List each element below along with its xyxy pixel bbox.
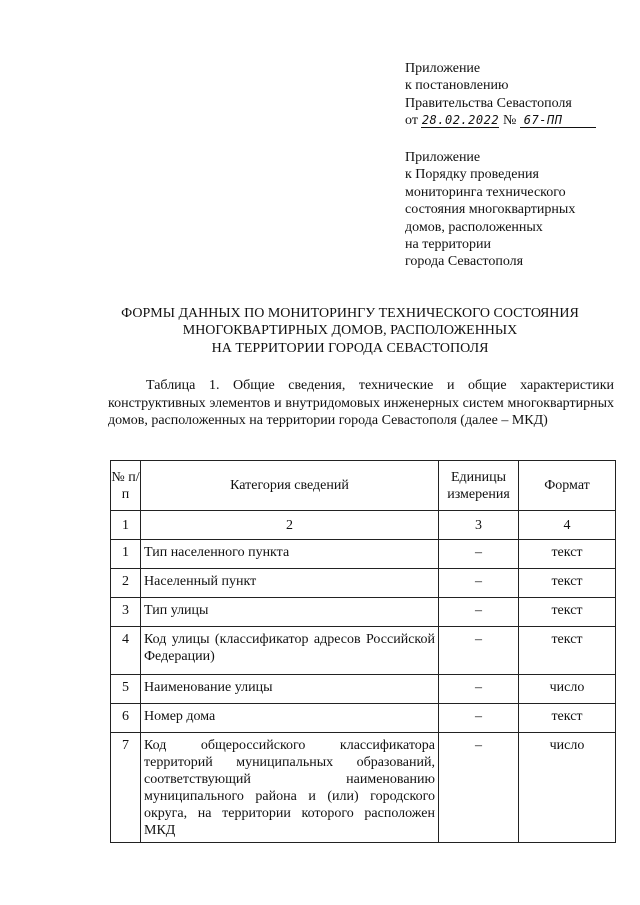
row-category: Номер дома [141, 704, 439, 733]
row-category: Населенный пункт [141, 569, 439, 598]
table-header-row [111, 461, 616, 511]
page-title [80, 305, 620, 357]
row-unit: – [439, 598, 519, 627]
annex-line: мониторинга технического [405, 184, 566, 200]
annex-line: к постановлению [405, 78, 509, 94]
row-unit: – [439, 733, 519, 843]
row-unit: – [439, 540, 519, 569]
row-format: текст [519, 598, 616, 627]
annex-line: к Порядку проведения [405, 167, 539, 183]
index-cell: 2 [141, 511, 439, 540]
table-row [111, 598, 616, 627]
table-row [111, 540, 616, 569]
index-cell: 4 [519, 511, 616, 540]
row-number: 6 [111, 704, 141, 733]
header-cell: Формат [519, 461, 616, 511]
annex-line: города Севастополя [405, 254, 524, 270]
row-unit: – [439, 627, 519, 675]
annex-line: домов, расположенных [405, 219, 543, 235]
row-format: текст [519, 569, 616, 598]
row-number: 4 [111, 627, 141, 675]
table-row [111, 627, 616, 675]
number-prefix: № [502, 113, 517, 129]
row-format: число [519, 733, 616, 843]
annex-date-line [405, 112, 596, 129]
data-table [110, 460, 616, 843]
title-line: МНОГОКВАРТИРНЫХ ДОМОВ, РАСПОЛОЖЕННЫХ [182, 323, 518, 339]
row-category: Код улицы (классификатор адресов Российской Федерации) [141, 627, 439, 675]
annex-resolution [405, 60, 596, 130]
row-category: Тип населенного пункта [141, 540, 439, 569]
title-line: ФОРМЫ ДАННЫХ ПО МОНИТОРИНГУ ТЕХНИЧЕСКОГО СОСТОЯНИЯ [121, 306, 579, 321]
row-format: текст [519, 627, 616, 675]
row-number: 5 [111, 675, 141, 704]
row-format: текст [519, 540, 616, 569]
row-category: Код общероссийского классификатора территорий муниципальных образований, соответствующий наименованию муниципального района и (или) городского округа, на территории которого расположен МКД [141, 733, 439, 843]
annex-line: Приложение [405, 150, 481, 165]
header-cell: Категория сведений [141, 461, 439, 511]
row-format: текст [519, 704, 616, 733]
header-cell: Единицы измерения [439, 461, 519, 511]
date-value: 28.02.2022 [421, 113, 500, 128]
row-format: число [519, 675, 616, 704]
row-category: Наименование улицы [141, 675, 439, 704]
annex-line: на территории [405, 237, 491, 253]
title-line: НА ТЕРРИТОРИИ ГОРОДА СЕВАСТОПОЛЯ [211, 340, 489, 356]
table-index-row [111, 511, 616, 540]
row-number: 3 [111, 598, 141, 627]
table-row [111, 733, 616, 843]
table-row [111, 569, 616, 598]
table-row [111, 675, 616, 704]
row-number: 2 [111, 569, 141, 598]
row-number: 7 [111, 733, 141, 843]
date-prefix: от [405, 113, 418, 129]
annex-procedure [405, 149, 575, 271]
table-caption: Таблица 1. Общие сведения, технические и общие характеристики конструктивных элементов и внутридомовых инженерных систем многоквартирных домов, расположенных на территории города Севастополя (далее – МКД) [108, 378, 614, 429]
table-row [111, 704, 616, 733]
row-unit: – [439, 569, 519, 598]
row-unit: – [439, 675, 519, 704]
row-number: 1 [111, 540, 141, 569]
index-cell: 3 [439, 511, 519, 540]
annex-line: Правительства Севастополя [405, 95, 572, 111]
row-unit: – [439, 704, 519, 733]
annex-line: Приложение [405, 61, 481, 76]
header-cell: № п/п [111, 461, 141, 511]
number-value: 67-ПП [520, 113, 596, 128]
index-cell: 1 [111, 511, 141, 540]
row-category: Тип улицы [141, 598, 439, 627]
annex-line: состояния многоквартирных [405, 202, 576, 218]
